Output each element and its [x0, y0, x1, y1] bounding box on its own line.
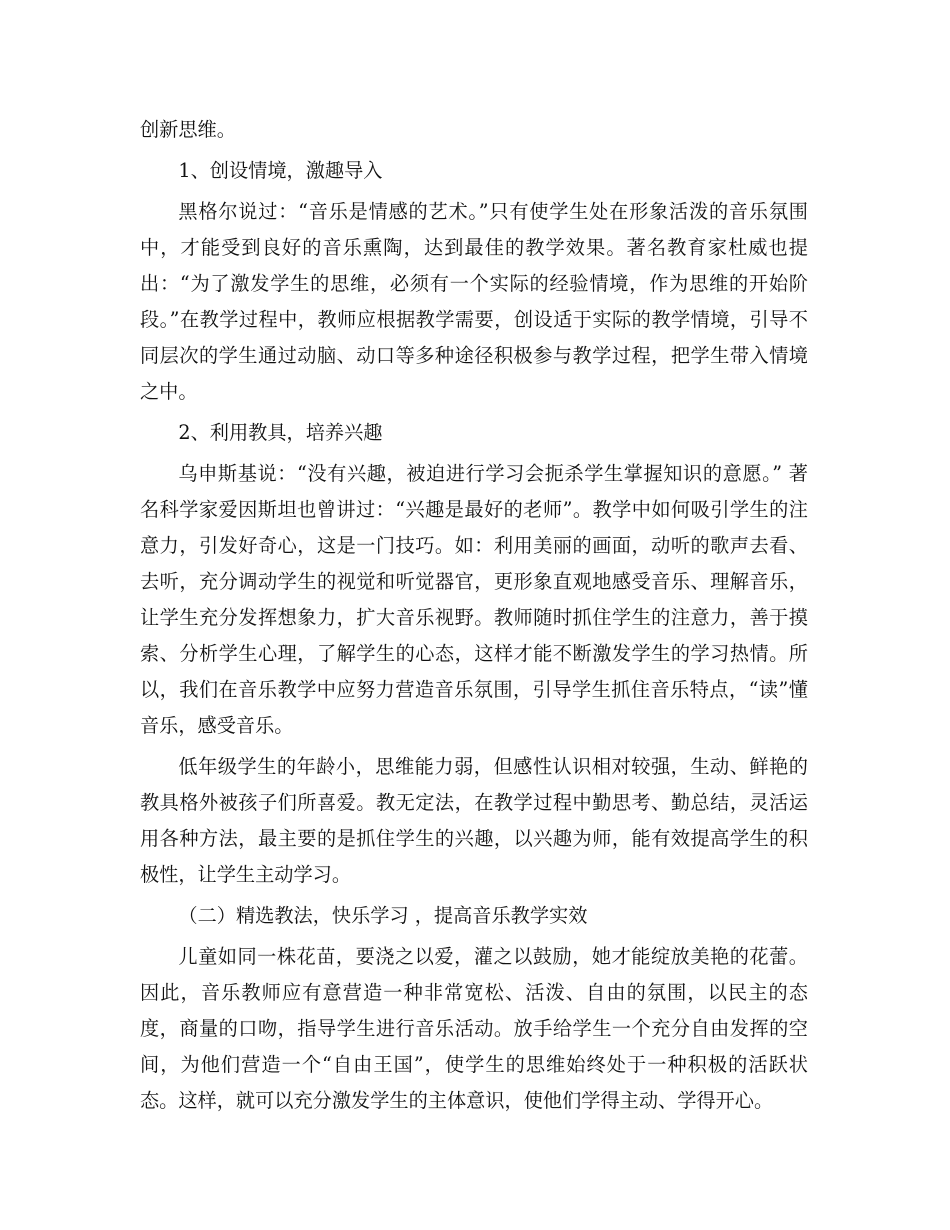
- paragraph-children: 儿童如同一株花苗，要浇之以爱，灌之以鼓励，她才能绽放美艳的花蕾。因此，音乐教师应有意营造一种非常宽松、活泼、自由的氛围，以民主的态度，商量的口吻，指导学生进行音乐活动。放手给学生一个充分自由发挥的空间，为他们营造一个“自由王国”，使学生的思维始终处于一种积极的活跃状态。这样，就可以充分激发学生的主体意识，使他们学得主动、学得开心。: [140, 945, 808, 1112]
- paragraph-ushinsky: 乌申斯基说：“没有兴趣，被迫进行学习会扼杀学生掌握知识的意愿。” 著名科学家爱因斯坦也曾讲过：“兴趣是最好的老师”。教学中如何吸引学生的注意力，引发好奇心，这是一门技巧。如：利用美丽的画面，动听的歌声去看、去听，充分调动学生的视觉和听觉器官，更形象直观地感受音乐、理解音乐，让学生充分发挥想象力，扩大音乐视野。教师随时抓住学生的注意力，善于摸索、分析学生心理，了解学生的心态，这样才能不断激发学生的学习热情。所以，我们在音乐教学中应努力营造音乐氛围，引导学生抓住音乐特点，“读”懂音乐，感受音乐。: [140, 462, 808, 737]
- paragraph-lower-grades: 低年级学生的年龄小，思维能力弱，但感性认识相对较强，生动、鲜艳的教具格外被孩子们所喜爱。教无定法，在教学过程中勤思考、勤总结，灵活运用各种方法，最主要的是抓住学生的兴趣，以兴趣为师，能有效提高学生的积极性，让学生主动学习。: [140, 755, 808, 886]
- paragraph-hegel: 黑格尔说过：“音乐是情感的艺术。”只有使学生处在形象活泼的音乐氛围中，才能受到良好的音乐熏陶，达到最佳的教学效果。著名教育家杜威也提出：“为了激发学生的思维，必须有一个实际的经验情境，作为思维的开始阶段。”在教学过程中，教师应根据教学需要，创设适于实际的教学情境，引导不同层次的学生通过动脑、动口等多种途径积极参与教学过程，把学生带入情境之中。: [140, 200, 808, 403]
- section-heading-part-2: （二）精选教法，快乐学习 ，提高音乐教学实效: [178, 904, 588, 927]
- document-body: [140, 112, 808, 1124]
- section-heading-2: 2、利用教具，培养兴趣: [178, 421, 383, 444]
- section-heading-1: 1、创设情境，激趣导入: [178, 159, 383, 182]
- paragraph-continuation: 创新思维。: [140, 118, 236, 141]
